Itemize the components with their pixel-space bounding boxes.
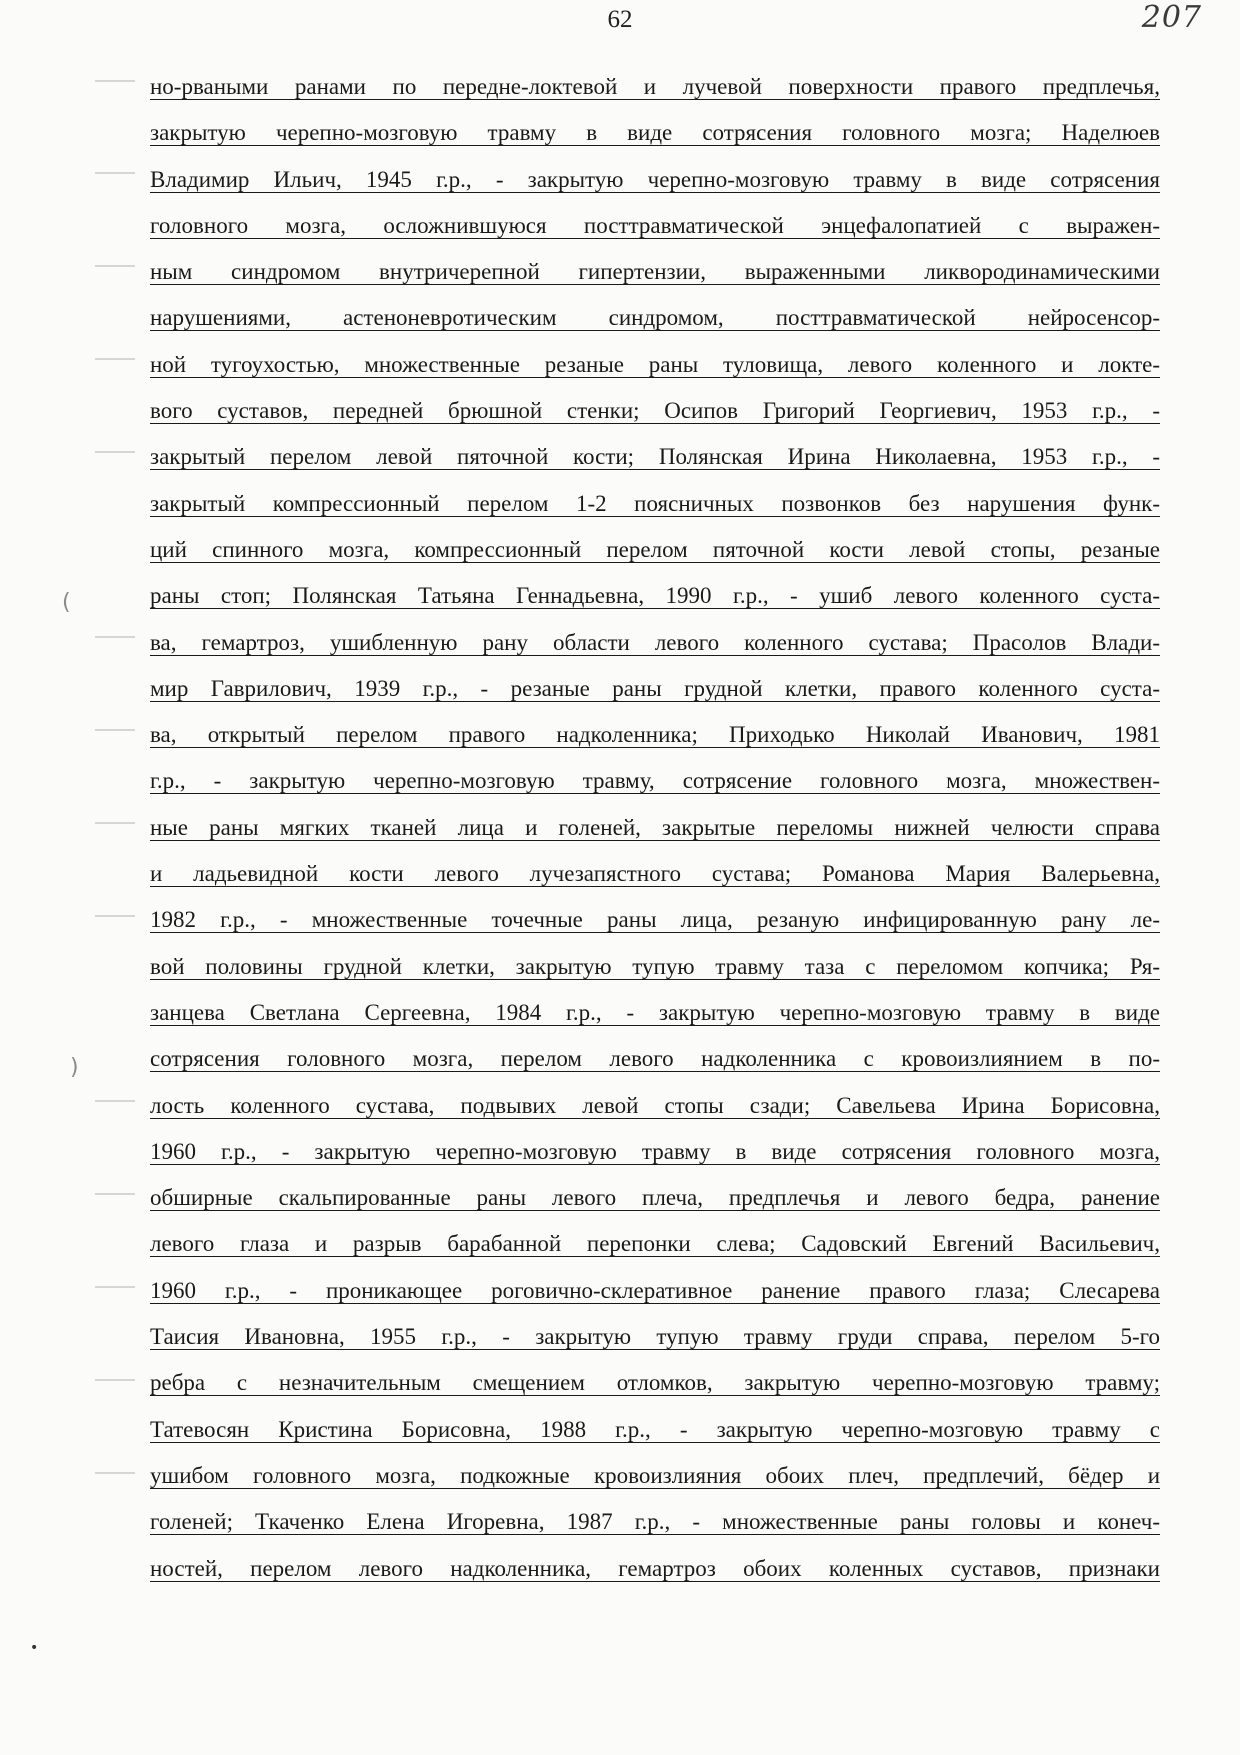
show-through-mark <box>95 1472 135 1474</box>
text-line: вого суставов, передней брюшной стенки; Осипов Григорий Георгиевич, 1953 г.р., - <box>150 398 1160 424</box>
text-line: ций спинного мозга, компрессионный перелом пяточной кости левой стопы, резаные <box>150 536 1160 562</box>
text-line: закрытый перелом левой пяточной кости; Полянская Ирина Николаевна, 1953 г.р., - <box>150 444 1160 470</box>
text-line: обширные скальпированные раны левого плеча, предплечья и левого бедра, ранение <box>150 1185 1160 1211</box>
show-through-mark <box>95 915 135 917</box>
text-line: голеней; Ткаченко Елена Игоревна, 1987 г.р., - множественные раны головы и конеч- <box>150 1509 1160 1535</box>
text-line: ностей, перелом левого надколенника, гемартроз обоих коленных суставов, признаки <box>150 1555 1160 1581</box>
show-through-mark <box>95 451 135 453</box>
show-through-mark <box>95 1286 135 1288</box>
punch-hole-mark: ( <box>62 590 71 615</box>
text-line: 1982 г.р., - множественные точечные раны лица, резаную инфицированную рану ле- <box>150 907 1160 933</box>
text-line: сотрясения головного мозга, перелом левого надколенника с кровоизлиянием в по- <box>150 1046 1160 1072</box>
text-line: закрытый компрессионный перелом 1-2 поясничных позвонков без нарушения функ- <box>150 490 1160 516</box>
punch-hole-mark: ) <box>70 1055 79 1080</box>
text-line: Татевосян Кристина Борисовна, 1988 г.р., - закрытую черепно-мозговую травму с <box>150 1416 1160 1442</box>
text-line: вой половины грудной клетки, закрытую тупую травму таза с переломом копчика; Ря- <box>150 953 1160 979</box>
text-line: раны стоп; Полянская Татьяна Геннадьевна, 1990 г.р., - ушиб левого коленного суста- <box>150 583 1160 609</box>
text-line: Таисия Ивановна, 1955 г.р., - закрытую тупую травму груди справа, перелом 5-го <box>150 1324 1160 1350</box>
text-line: головного мозга, осложнившуюся посттравматической энцефалопатией с выражен- <box>150 212 1160 238</box>
text-line: занцева Светлана Сергеевна, 1984 г.р., - закрытую черепно-мозговую травму в виде <box>150 999 1160 1025</box>
page-number: 62 <box>607 6 633 33</box>
text-line: ва, открытый перелом правого надколенника; Приходько Николай Иванович, 1981 <box>150 722 1160 748</box>
show-through-mark <box>95 1100 135 1102</box>
show-through-mark <box>95 172 135 174</box>
text-line: левого глаза и разрыв барабанной перепонки слева; Садовский Евгений Васильевич, <box>150 1231 1160 1257</box>
text-line: нарушениями, астеноневротическим синдромом, посттравматической нейросенсор- <box>150 305 1160 331</box>
text-line: 1960 г.р., - проникающее роговично-склеративное ранение правого глаза; Слесарева <box>150 1277 1160 1303</box>
text-line: и ладьевидной кости левого лучезапястного сустава; Романова Мария Валерьевна, <box>150 861 1160 887</box>
handwritten-page-number: 207 <box>1141 0 1202 35</box>
show-through-mark <box>95 822 135 824</box>
speck-mark: • <box>30 1640 39 1656</box>
text-line: г.р., - закрытую черепно-мозговую травму, сотрясение головного мозга, множествен- <box>150 768 1160 794</box>
show-through-mark <box>95 80 135 82</box>
text-line: ребра с незначительным смещением отломков, закрытую черепно-мозговую травму; <box>150 1370 1160 1396</box>
text-line: ва, гемартроз, ушибленную рану области левого коленного сустава; Прасолов Влади- <box>150 629 1160 655</box>
text-line: но-рваными ранами по передне-локтевой и лучевой поверхности правого предплечья, <box>150 74 1160 99</box>
text-line: ушибом головного мозга, подкожные кровоизлияния обоих плеч, предплечий, бёдер и <box>150 1462 1160 1488</box>
show-through-mark <box>95 1193 135 1195</box>
text-line: закрытую черепно-мозговую травму в виде сотрясения головного мозга; Наделюев <box>150 120 1160 146</box>
show-through-mark <box>95 1379 135 1381</box>
text-line: мир Гаврилович, 1939 г.р., - резаные раны грудной клетки, правого коленного суста- <box>150 675 1160 701</box>
show-through-mark <box>95 729 135 731</box>
show-through-mark <box>95 358 135 360</box>
show-through-mark <box>95 636 135 638</box>
text-line: лость коленного сустава, подвывих левой стопы сзади; Савельева Ирина Борисовна, <box>150 1092 1160 1118</box>
text-line: 1960 г.р., - закрытую черепно-мозговую травму в виде сотрясения головного мозга, <box>150 1138 1160 1164</box>
text-line: ным синдромом внутричерепной гипертензии, выраженными ликвородинамическими <box>150 259 1160 285</box>
text-line: Владимир Ильич, 1945 г.р., - закрытую черепно-мозговую травму в виде сотрясения <box>150 166 1160 192</box>
show-through-mark <box>95 265 135 267</box>
text-line: ной тугоухостью, множественные резаные раны туловища, левого коленного и локте- <box>150 351 1160 377</box>
text-line: ные раны мягких тканей лица и голеней, закрытые переломы нижней челюсти справа <box>150 814 1160 840</box>
body-text <box>150 64 1160 1592</box>
